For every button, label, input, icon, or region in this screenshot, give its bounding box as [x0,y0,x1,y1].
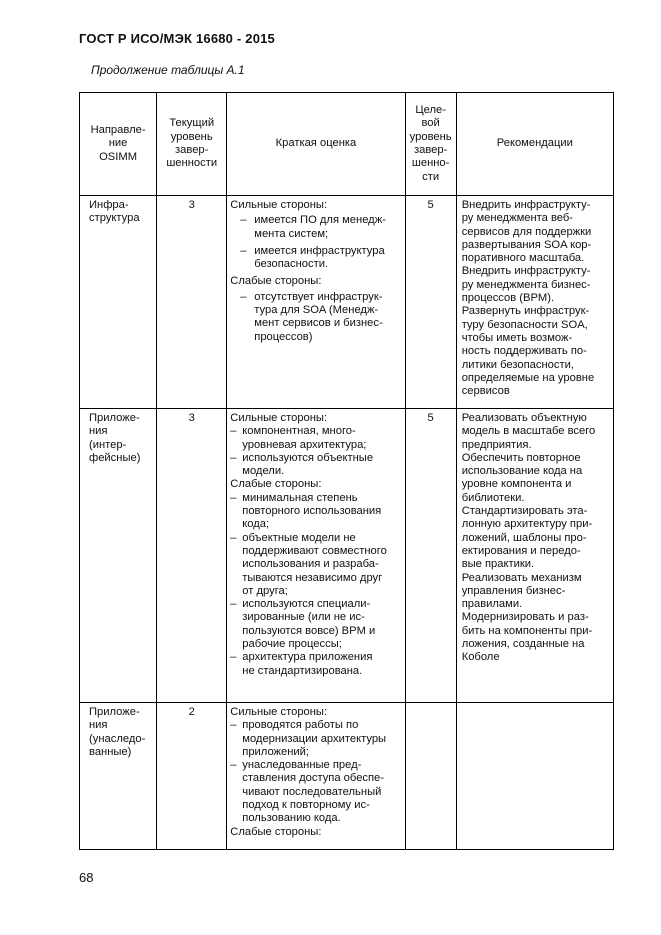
current-level-cell: 2 [157,703,227,850]
header-recommendations: Рекомендации [456,93,613,196]
strengths-label: Сильные стороны: [230,412,328,424]
strength-item: – унаследованные пред- ставления доступа обеспе- чивают последовательный подход к повторному ис- пользованию кода. [230,759,385,825]
page-number: 68 [79,870,94,885]
header-direction: Направле- ние OSIMM [80,93,157,196]
weaknesses-label: Слабые стороны: [230,825,322,838]
header-target-level: Целе- вой уровень завер- шенно- сти [405,93,456,196]
header-assessment: Краткая оценка [227,93,405,196]
strength-item: – используются объектные модели. [230,451,374,478]
strength-item: – компонентная, много- уровневая архитектура; [230,425,367,451]
direction-cell: Приложе- ния (унаследо- ванные) [80,703,157,850]
target-level-cell: 5 [405,409,456,703]
current-level-cell: 3 [157,409,227,703]
table-row [80,196,614,409]
assessment-cell [227,409,405,703]
recommendations-cell: Реализовать объектную модель в масштабе всего предприятия. Обеспечить повторное использование кода на уровне компонента и библиотеки. Стандартизировать эта- лонную архитектуру при- ложений, шаблоны про- ектирования и передо- вые практики. Реализовать механизм управления бизнес- правилами. Модернизировать и раз- бить на компоненты при- ложения, созданные на Коболе [456,409,613,703]
strength-item: – имеется инфраструктура безопасности. [240,244,385,271]
weakness-item: – архитектура приложения не стандартизирована. [230,651,373,677]
weakness-item: – объектные модели не поддерживают совместного использования и разраба- тываются независимо друг от друга; [230,531,387,597]
strength-item: – имеется ПО для менедж- мента систем; [240,214,386,240]
recommendations-cell: Внедрить инфраструкту- ру менеджмента веб- сервисов для поддержки развертывания SOA кор- поративного масштаба. Внедрить инфраструкту- ру менеджмента бизнес- процессов (BPM). Развернуть инфраструк- туру безопасности SOA, чтобы иметь возмож- ность поддерживать по- литики безопасности, определяемые на уровне сервисов [456,196,613,409]
direction-cell: Приложе- ния (интер- фейсные) [80,409,157,703]
table-row [80,409,614,703]
recommendations-cell [456,703,613,850]
weaknesses-label: Слабые стороны: [230,478,322,491]
strength-item: – проводятся работы по модернизации архитектуры приложений; [230,719,387,758]
table-row [80,703,614,850]
direction-cell: Инфра- структура [80,196,157,409]
strengths-label: Сильные стороны: [230,199,328,211]
header-current-level: Текущий уровень завер- шенности [157,93,227,196]
target-level-cell: 5 [405,196,456,409]
assessment-cell [227,703,405,850]
assessment-table [79,92,614,850]
weakness-item: – минимальная степень повторного использования кода; [230,491,382,531]
current-level-cell: 3 [157,196,227,409]
table-caption: Продолжение таблицы А.1 [91,63,245,77]
strengths-label: Сильные стороны: [230,706,328,718]
weakness-item: – используются специали- зированные (или не ис- пользуются вовсе) BPM и рабочие процессы; [230,598,376,651]
standard-header: ГОСТ Р ИСО/МЭК 16680 - 2015 [79,31,275,46]
assessment-cell [227,196,405,409]
weakness-item: – отсутствует инфраструк- тура для SOA (Менедж- мент сервисов и бизнес- процессов) [240,290,383,343]
target-level-cell [405,703,456,850]
weaknesses-label: Слабые стороны: [230,275,322,288]
table-header-row [80,93,614,196]
